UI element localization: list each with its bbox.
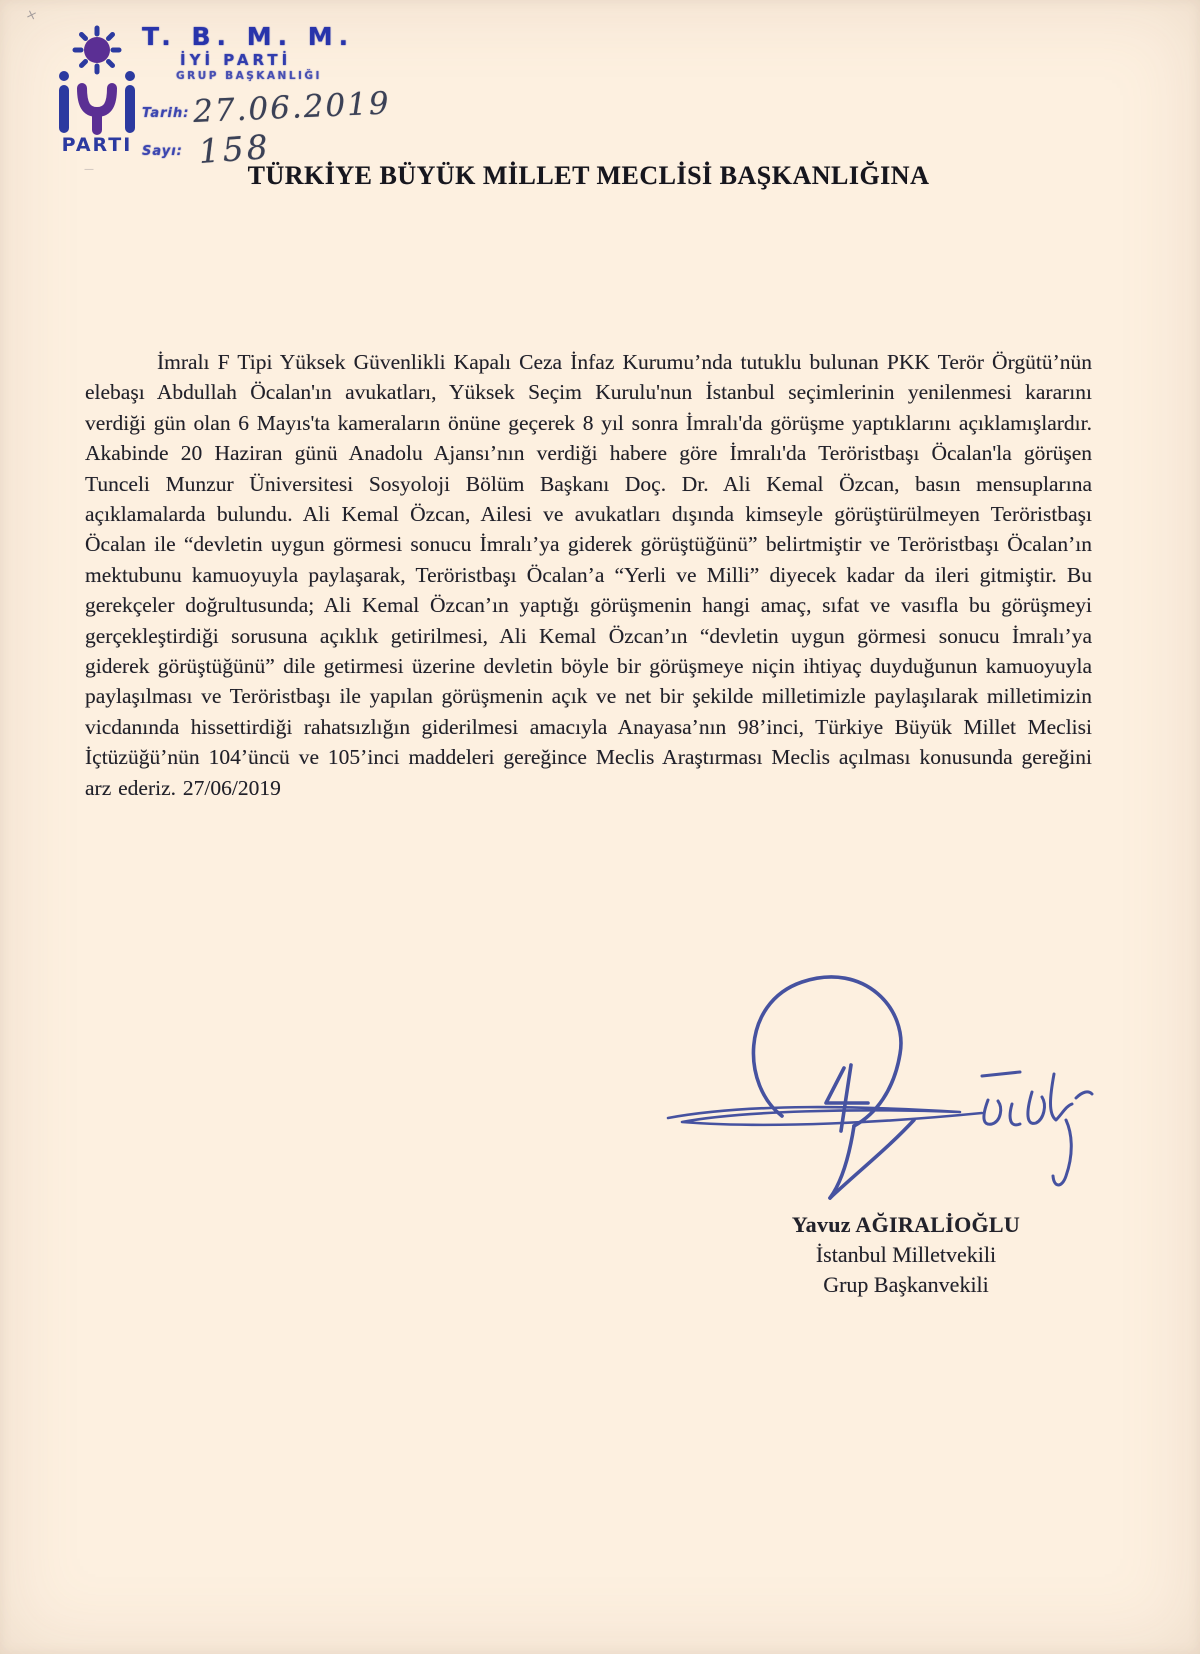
signer-name: Yavuz AĞIRALİOĞLU (791, 1212, 1021, 1237)
scan-artifact-mark: — (84, 164, 94, 175)
handwritten-number: 158 (197, 127, 272, 171)
stamp-group-line: GRUP BAŞKANLIĞI (176, 70, 322, 82)
signer-role-1: İstanbul Milletvekili (815, 1242, 997, 1267)
number-label: Sayı: (142, 144, 183, 159)
iyi-parti-logo (42, 20, 142, 155)
handwritten-signature (630, 948, 1110, 1210)
sun-disc (84, 37, 110, 63)
signer-role-2: Grup Başkanvekili (823, 1272, 989, 1297)
logo-word-parti: PARTI (61, 134, 133, 155)
tbmm-group-stamp (142, 22, 442, 171)
letter-body-paragraph: İmralı F Tipi Yüksek Güvenlikli Kapalı Ceza İnfaz Kurumu’nda tutuklu bulunan PKK Terör Örgütü’nün elebaşı Abdullah Öcalan'ın avukatları, Yüksek Seçim Kurulu'nun İstanbul seçimlerinin yenilenmesi kararını verdiği gün olan 6 Mayıs'ta kameraların önüne geçerek 8 yıl sonra İmralı'da görüşme yaptıklarını açıklamışlardır. Akabinde 20 Haziran günü Anadolu Ajansı’nın verdiği habere göre İmralı'da Teröristbaşı Öcalan'la görüşen Tunceli Munzur Üniversitesi Sosyoloji Bölüm Başkanı Doç. Dr. Ali Kemal Özcan, basın mensuplarına açıklamalarda bulundu. Ali Kemal Özcan, Ailesi ve avukatları dışında kimseyle görüştürülmeyen Teröristbaşı Öcalan ile “devletin uygun görmesi sonucu İmralı’ya giderek görüştüğünü” belirtmiştir ve Teröristbaşı Öcalan’ın mektubunu kamuoyuyla paylaşarak, Teröristbaşı Öcalan’a “Yerli ve Milli” diyecek kadar da ileri gitmiştir. Bu gerekçeler doğrultusunda; Ali Kemal Özcan’ın yaptığı görüşmenin hangi amaç, sıfat ve vasıfla bu görüşmeyi gerçekleştirdiği sorusuna açıklık getirilmesi, Ali Kemal Özcan’ın “devletin uygun görmesi sonucu İmralı’ya giderek görüştüğünü” dile getirmesi üzerine devletin böyle bir görüşmeye niçin ihtiyaç duyduğunun kamuoyuyla paylaşılması ve Teröristbaşı ile yapılan görüşmenin açık ve net bir şekilde milletimizle paylaşılarak milletimizin vicdanında hissettirdiği rahatsızlığın giderilmesi amacıyla Anayasa’nın 98’inci, Türkiye Büyük Millet Meclisi İçtüzüğü’nün 104’üncü ve 105’inci maddeleri gereğince Meclis Araştırması Meclis açılması konusunda gereğini arz ederiz. 27/06/2019 (85, 350, 1092, 800)
scan-artifact-mark: × (23, 6, 39, 25)
handwritten-date: 27.06.2019 (192, 85, 392, 130)
signer-block (700, 1210, 1112, 1300)
date-label: Tarih: (142, 106, 190, 121)
stamp-party-line: İYİ PARTİ (180, 51, 292, 69)
letter-title: TÜRKİYE BÜYÜK MİLLET MECLİSİ BAŞKANLIĞINA (247, 161, 930, 190)
logo-word-iyi (59, 71, 135, 130)
stamp-tbmm-line: T. B. M. M. (142, 22, 355, 51)
